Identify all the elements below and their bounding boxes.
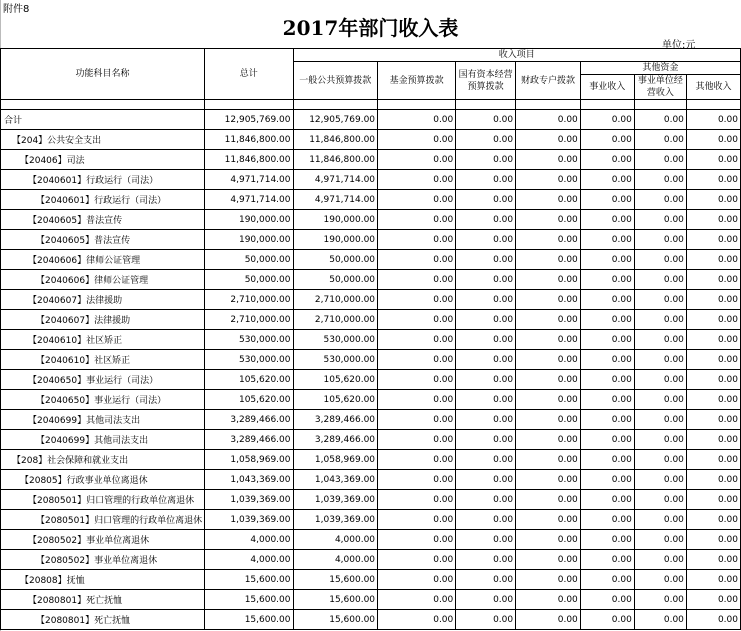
row-state[interactable]: 0.00 — [456, 170, 516, 190]
table-row — [1, 550, 741, 570]
row-business[interactable]: 0.00 — [580, 250, 634, 270]
row-fund[interactable]: 0.00 — [378, 290, 456, 310]
table-row — [1, 590, 741, 610]
row-general[interactable]: 4,971,714.00 — [293, 190, 378, 210]
row-special[interactable]: 0.00 — [516, 110, 581, 130]
row-operating[interactable]: 0.00 — [634, 410, 686, 430]
row-operating[interactable]: 0.00 — [634, 390, 686, 410]
table-row — [1, 230, 741, 250]
header-general: 一般公共预算拨款 — [293, 62, 378, 100]
row-state[interactable]: 0.00 — [456, 590, 516, 610]
row-special[interactable]: 0.00 — [516, 490, 581, 510]
row-general[interactable]: 190,000.00 — [293, 230, 378, 250]
header-other-funds: 其他资金 — [580, 62, 740, 75]
row-name[interactable]: 合计 — [1, 110, 205, 130]
row-name[interactable]: 【2040610】社区矫正 — [1, 350, 205, 370]
row-state[interactable]: 0.00 — [456, 530, 516, 550]
row-other[interactable]: 0.00 — [686, 350, 740, 370]
row-fund[interactable]: 0.00 — [378, 530, 456, 550]
row-other[interactable]: 0.00 — [686, 330, 740, 350]
row-special[interactable]: 0.00 — [516, 450, 581, 470]
row-other[interactable]: 0.00 — [686, 470, 740, 490]
row-total[interactable]: 3,289,466.00 — [205, 430, 293, 450]
row-operating[interactable]: 0.00 — [634, 230, 686, 250]
row-operating[interactable]: 0.00 — [634, 350, 686, 370]
row-operating[interactable]: 0.00 — [634, 570, 686, 590]
table-row — [1, 610, 741, 630]
row-special[interactable]: 0.00 — [516, 330, 581, 350]
row-operating[interactable]: 0.00 — [634, 270, 686, 290]
row-business[interactable]: 0.00 — [580, 370, 634, 390]
row-name[interactable]: 【2080501】归口管理的行政单位离退休 — [1, 490, 205, 510]
table-row — [1, 390, 741, 410]
row-total[interactable]: 3,289,466.00 — [205, 410, 293, 430]
row-general[interactable]: 15,600.00 — [293, 570, 378, 590]
row-special[interactable]: 0.00 — [516, 390, 581, 410]
header-business: 事业收入 — [580, 75, 634, 100]
row-other[interactable]: 0.00 — [686, 370, 740, 390]
table-row — [1, 150, 741, 170]
row-business[interactable]: 0.00 — [580, 290, 634, 310]
row-total[interactable]: 105,620.00 — [205, 390, 293, 410]
row-total[interactable]: 12,905,769.00 — [205, 110, 293, 130]
row-fund[interactable]: 0.00 — [378, 610, 456, 630]
row-state[interactable]: 0.00 — [456, 550, 516, 570]
row-fund[interactable]: 0.00 — [378, 250, 456, 270]
row-fund[interactable]: 0.00 — [378, 450, 456, 470]
row-business[interactable]: 0.00 — [580, 150, 634, 170]
row-other[interactable]: 0.00 — [686, 570, 740, 590]
row-general[interactable]: 50,000.00 — [293, 250, 378, 270]
row-general[interactable]: 1,039,369.00 — [293, 510, 378, 530]
table-row — [1, 130, 741, 150]
row-state[interactable]: 0.00 — [456, 270, 516, 290]
row-special[interactable]: 0.00 — [516, 590, 581, 610]
row-state[interactable]: 0.00 — [456, 350, 516, 370]
row-special[interactable]: 0.00 — [516, 550, 581, 570]
header-income-items: 收入项目 — [293, 49, 741, 62]
row-business[interactable]: 0.00 — [580, 310, 634, 330]
row-general[interactable]: 2,710,000.00 — [293, 290, 378, 310]
row-name[interactable]: 【2040606】律师公证管理 — [1, 250, 205, 270]
row-total[interactable]: 105,620.00 — [205, 370, 293, 390]
row-general[interactable]: 190,000.00 — [293, 210, 378, 230]
row-name[interactable]: 【2040699】其他司法支出 — [1, 410, 205, 430]
row-state[interactable]: 0.00 — [456, 330, 516, 350]
table-row — [1, 210, 741, 230]
row-operating[interactable]: 0.00 — [634, 550, 686, 570]
row-state[interactable]: 0.00 — [456, 290, 516, 310]
row-operating[interactable]: 0.00 — [634, 590, 686, 610]
row-general[interactable]: 12,905,769.00 — [293, 110, 378, 130]
row-operating[interactable]: 0.00 — [634, 250, 686, 270]
row-other[interactable]: 0.00 — [686, 270, 740, 290]
row-operating[interactable]: 0.00 — [634, 530, 686, 550]
row-special[interactable]: 0.00 — [516, 210, 581, 230]
row-other[interactable]: 0.00 — [686, 310, 740, 330]
row-operating[interactable]: 0.00 — [634, 370, 686, 390]
row-total[interactable]: 50,000.00 — [205, 250, 293, 270]
row-general[interactable]: 3,289,466.00 — [293, 410, 378, 430]
row-total[interactable]: 15,600.00 — [205, 570, 293, 590]
row-business[interactable]: 0.00 — [580, 230, 634, 250]
row-fund[interactable]: 0.00 — [378, 570, 456, 590]
row-name[interactable]: 【2040607】法律援助 — [1, 310, 205, 330]
row-fund[interactable]: 0.00 — [378, 490, 456, 510]
row-other[interactable]: 0.00 — [686, 250, 740, 270]
row-fund[interactable]: 0.00 — [378, 370, 456, 390]
row-other[interactable]: 0.00 — [686, 190, 740, 210]
row-special[interactable]: 0.00 — [516, 350, 581, 370]
row-business[interactable]: 0.00 — [580, 430, 634, 450]
row-operating[interactable]: 0.00 — [634, 450, 686, 470]
row-special[interactable]: 0.00 — [516, 610, 581, 630]
table-row — [1, 570, 741, 590]
row-name[interactable]: 【2080502】事业单位离退休 — [1, 530, 205, 550]
row-other[interactable]: 0.00 — [686, 550, 740, 570]
row-total[interactable]: 190,000.00 — [205, 210, 293, 230]
row-general[interactable]: 105,620.00 — [293, 370, 378, 390]
row-special[interactable]: 0.00 — [516, 570, 581, 590]
table-row — [1, 410, 741, 430]
row-business[interactable]: 0.00 — [580, 190, 634, 210]
row-operating[interactable]: 0.00 — [634, 610, 686, 630]
row-special[interactable]: 0.00 — [516, 470, 581, 490]
row-name[interactable]: 【20808】抚恤 — [1, 570, 205, 590]
table-row — [1, 190, 741, 210]
row-total[interactable]: 190,000.00 — [205, 230, 293, 250]
row-business[interactable]: 0.00 — [580, 110, 634, 130]
row-state[interactable]: 0.00 — [456, 230, 516, 250]
row-general[interactable]: 15,600.00 — [293, 610, 378, 630]
row-total[interactable]: 1,043,369.00 — [205, 470, 293, 490]
row-operating[interactable]: 0.00 — [634, 430, 686, 450]
table-row — [1, 270, 741, 290]
row-special[interactable]: 0.00 — [516, 170, 581, 190]
row-fund[interactable]: 0.00 — [378, 270, 456, 290]
row-fund[interactable]: 0.00 — [378, 330, 456, 350]
row-general[interactable]: 530,000.00 — [293, 330, 378, 350]
row-other[interactable]: 0.00 — [686, 430, 740, 450]
row-total[interactable]: 4,971,714.00 — [205, 170, 293, 190]
unit-label: 单位:元 — [662, 40, 696, 51]
row-operating[interactable]: 0.00 — [634, 490, 686, 510]
row-business[interactable]: 0.00 — [580, 470, 634, 490]
row-general[interactable]: 11,846,800.00 — [293, 130, 378, 150]
row-name[interactable]: 【20406】司法 — [1, 150, 205, 170]
row-state[interactable]: 0.00 — [456, 410, 516, 430]
row-business[interactable]: 0.00 — [580, 590, 634, 610]
table-row — [1, 530, 741, 550]
table-row — [1, 330, 741, 350]
row-state[interactable]: 0.00 — [456, 370, 516, 390]
row-operating[interactable]: 0.00 — [634, 110, 686, 130]
row-special[interactable]: 0.00 — [516, 150, 581, 170]
row-state[interactable]: 0.00 — [456, 150, 516, 170]
row-fund[interactable]: 0.00 — [378, 550, 456, 570]
row-business[interactable]: 0.00 — [580, 270, 634, 290]
row-other[interactable]: 0.00 — [686, 530, 740, 550]
row-special[interactable]: 0.00 — [516, 290, 581, 310]
row-other[interactable]: 0.00 — [686, 450, 740, 470]
income-table — [0, 48, 741, 630]
row-fund[interactable]: 0.00 — [378, 210, 456, 230]
row-business[interactable]: 0.00 — [580, 450, 634, 470]
table-row — [1, 290, 741, 310]
row-other[interactable]: 0.00 — [686, 290, 740, 310]
row-general[interactable]: 4,971,714.00 — [293, 170, 378, 190]
row-fund[interactable]: 0.00 — [378, 230, 456, 250]
row-other[interactable]: 0.00 — [686, 590, 740, 610]
row-special[interactable]: 0.00 — [516, 230, 581, 250]
row-business[interactable]: 0.00 — [580, 490, 634, 510]
table-row — [1, 450, 741, 470]
row-total[interactable]: 11,846,800.00 — [205, 130, 293, 150]
row-name[interactable]: 【20805】行政事业单位离退休 — [1, 470, 205, 490]
row-name[interactable]: 【2040605】普法宣传 — [1, 230, 205, 250]
row-total[interactable]: 11,846,800.00 — [205, 150, 293, 170]
row-total[interactable]: 2,710,000.00 — [205, 310, 293, 330]
row-general[interactable]: 50,000.00 — [293, 270, 378, 290]
row-special[interactable]: 0.00 — [516, 270, 581, 290]
row-general[interactable]: 4,000.00 — [293, 550, 378, 570]
row-other[interactable]: 0.00 — [686, 210, 740, 230]
row-state[interactable]: 0.00 — [456, 250, 516, 270]
table-row — [1, 170, 741, 190]
row-other[interactable]: 0.00 — [686, 390, 740, 410]
header-total: 总计 — [205, 49, 293, 100]
row-business[interactable]: 0.00 — [580, 510, 634, 530]
table-row — [1, 470, 741, 490]
row-fund[interactable]: 0.00 — [378, 410, 456, 430]
row-fund[interactable]: 0.00 — [378, 590, 456, 610]
header-state: 国有资本经营预算拨款 — [456, 62, 516, 100]
row-special[interactable]: 0.00 — [516, 130, 581, 150]
row-state[interactable]: 0.00 — [456, 390, 516, 410]
row-total[interactable]: 1,039,369.00 — [205, 510, 293, 530]
row-business[interactable]: 0.00 — [580, 130, 634, 150]
row-general[interactable]: 1,039,369.00 — [293, 490, 378, 510]
row-state[interactable]: 0.00 — [456, 310, 516, 330]
row-fund[interactable]: 0.00 — [378, 130, 456, 150]
table-row — [1, 430, 741, 450]
row-name[interactable]: 【2080502】事业单位离退休 — [1, 550, 205, 570]
row-state[interactable]: 0.00 — [456, 510, 516, 530]
row-fund[interactable]: 0.00 — [378, 110, 456, 130]
row-business[interactable]: 0.00 — [580, 170, 634, 190]
row-general[interactable]: 4,000.00 — [293, 530, 378, 550]
row-special[interactable]: 0.00 — [516, 370, 581, 390]
row-operating[interactable]: 0.00 — [634, 290, 686, 310]
row-operating[interactable]: 0.00 — [634, 190, 686, 210]
row-special[interactable]: 0.00 — [516, 410, 581, 430]
row-operating[interactable]: 0.00 — [634, 210, 686, 230]
row-fund[interactable]: 0.00 — [378, 430, 456, 450]
row-name[interactable]: 【2040650】事业运行（司法） — [1, 370, 205, 390]
row-total[interactable]: 15,600.00 — [205, 610, 293, 630]
row-fund[interactable]: 0.00 — [378, 170, 456, 190]
row-business[interactable]: 0.00 — [580, 530, 634, 550]
attachment-label: 附件8 — [3, 4, 30, 15]
row-name[interactable]: 【2080801】死亡抚恤 — [1, 610, 205, 630]
row-operating[interactable]: 0.00 — [634, 330, 686, 350]
row-other[interactable]: 0.00 — [686, 510, 740, 530]
row-fund[interactable]: 0.00 — [378, 350, 456, 370]
row-general[interactable]: 1,058,969.00 — [293, 450, 378, 470]
table-row — [1, 110, 741, 130]
row-total[interactable]: 4,000.00 — [205, 550, 293, 570]
row-other[interactable]: 0.00 — [686, 170, 740, 190]
row-business[interactable]: 0.00 — [580, 390, 634, 410]
row-name[interactable]: 【2040605】普法宣传 — [1, 210, 205, 230]
row-business[interactable]: 0.00 — [580, 350, 634, 370]
header-fund: 基金预算拨款 — [378, 62, 456, 100]
header-name: 功能科目名称 — [1, 49, 205, 100]
row-other[interactable]: 0.00 — [686, 230, 740, 250]
row-fund[interactable]: 0.00 — [378, 150, 456, 170]
row-other[interactable]: 0.00 — [686, 110, 740, 130]
row-name[interactable]: 【2040607】法律援助 — [1, 290, 205, 310]
row-operating[interactable]: 0.00 — [634, 130, 686, 150]
row-special[interactable]: 0.00 — [516, 510, 581, 530]
row-operating[interactable]: 0.00 — [634, 470, 686, 490]
row-business[interactable]: 0.00 — [580, 210, 634, 230]
row-special[interactable]: 0.00 — [516, 430, 581, 450]
row-state[interactable]: 0.00 — [456, 610, 516, 630]
header-special: 财政专户拨款 — [516, 62, 581, 100]
row-general[interactable]: 3,289,466.00 — [293, 430, 378, 450]
row-fund[interactable]: 0.00 — [378, 470, 456, 490]
row-state[interactable]: 0.00 — [456, 210, 516, 230]
row-name[interactable]: 【2080501】归口管理的行政单位离退休 — [1, 510, 205, 530]
row-other[interactable]: 0.00 — [686, 410, 740, 430]
row-total[interactable]: 50,000.00 — [205, 270, 293, 290]
row-state[interactable]: 0.00 — [456, 430, 516, 450]
table-row — [1, 350, 741, 370]
row-general[interactable]: 1,043,369.00 — [293, 470, 378, 490]
row-name[interactable]: 【2040606】律师公证管理 — [1, 270, 205, 290]
row-state[interactable]: 0.00 — [456, 570, 516, 590]
row-total[interactable]: 15,600.00 — [205, 590, 293, 610]
header-other: 其他收入 — [686, 75, 740, 100]
row-state[interactable]: 0.00 — [456, 490, 516, 510]
row-operating[interactable]: 0.00 — [634, 150, 686, 170]
row-business[interactable]: 0.00 — [580, 570, 634, 590]
row-business[interactable]: 0.00 — [580, 550, 634, 570]
row-total[interactable]: 4,971,714.00 — [205, 190, 293, 210]
row-business[interactable]: 0.00 — [580, 610, 634, 630]
row-total[interactable]: 1,039,369.00 — [205, 490, 293, 510]
row-fund[interactable]: 0.00 — [378, 390, 456, 410]
row-name[interactable]: 【2080801】死亡抚恤 — [1, 590, 205, 610]
row-fund[interactable]: 0.00 — [378, 190, 456, 210]
row-general[interactable]: 105,620.00 — [293, 390, 378, 410]
table-row — [1, 250, 741, 270]
row-total[interactable]: 2,710,000.00 — [205, 290, 293, 310]
row-state[interactable]: 0.00 — [456, 130, 516, 150]
row-general[interactable]: 15,600.00 — [293, 590, 378, 610]
row-total[interactable]: 4,000.00 — [205, 530, 293, 550]
row-state[interactable]: 0.00 — [456, 470, 516, 490]
row-general[interactable]: 2,710,000.00 — [293, 310, 378, 330]
row-total[interactable]: 530,000.00 — [205, 330, 293, 350]
row-general[interactable]: 530,000.00 — [293, 350, 378, 370]
row-other[interactable]: 0.00 — [686, 150, 740, 170]
row-name[interactable]: 【2040650】事业运行（司法） — [1, 390, 205, 410]
row-special[interactable]: 0.00 — [516, 250, 581, 270]
table-row — [1, 310, 741, 330]
row-general[interactable]: 11,846,800.00 — [293, 150, 378, 170]
row-fund[interactable]: 0.00 — [378, 310, 456, 330]
row-total[interactable]: 1,058,969.00 — [205, 450, 293, 470]
row-state[interactable]: 0.00 — [456, 190, 516, 210]
table-row — [1, 510, 741, 530]
row-name[interactable]: 【2040610】社区矫正 — [1, 330, 205, 350]
row-total[interactable]: 530,000.00 — [205, 350, 293, 370]
header-operating: 事业单位经营收入 — [634, 75, 686, 100]
row-other[interactable]: 0.00 — [686, 130, 740, 150]
row-operating[interactable]: 0.00 — [634, 310, 686, 330]
row-fund[interactable]: 0.00 — [378, 510, 456, 530]
row-other[interactable]: 0.00 — [686, 490, 740, 510]
table-row — [1, 490, 741, 510]
row-operating[interactable]: 0.00 — [634, 170, 686, 190]
row-state[interactable]: 0.00 — [456, 110, 516, 130]
row-name[interactable]: 【2040699】其他司法支出 — [1, 430, 205, 450]
row-business[interactable]: 0.00 — [580, 330, 634, 350]
row-business[interactable]: 0.00 — [580, 410, 634, 430]
row-name[interactable]: 【208】社会保障和就业支出 — [1, 450, 205, 470]
page-title: 2017年部门收入表 — [282, 16, 459, 40]
row-name[interactable]: 【2040601】行政运行（司法） — [1, 170, 205, 190]
row-state[interactable]: 0.00 — [456, 450, 516, 470]
row-special[interactable]: 0.00 — [516, 190, 581, 210]
row-name[interactable]: 【2040601】行政运行（司法） — [1, 190, 205, 210]
table-row — [1, 370, 741, 390]
row-special[interactable]: 0.00 — [516, 310, 581, 330]
row-special[interactable]: 0.00 — [516, 530, 581, 550]
row-other[interactable]: 0.00 — [686, 610, 740, 630]
row-name[interactable]: 【204】公共安全支出 — [1, 130, 205, 150]
row-operating[interactable]: 0.00 — [634, 510, 686, 530]
